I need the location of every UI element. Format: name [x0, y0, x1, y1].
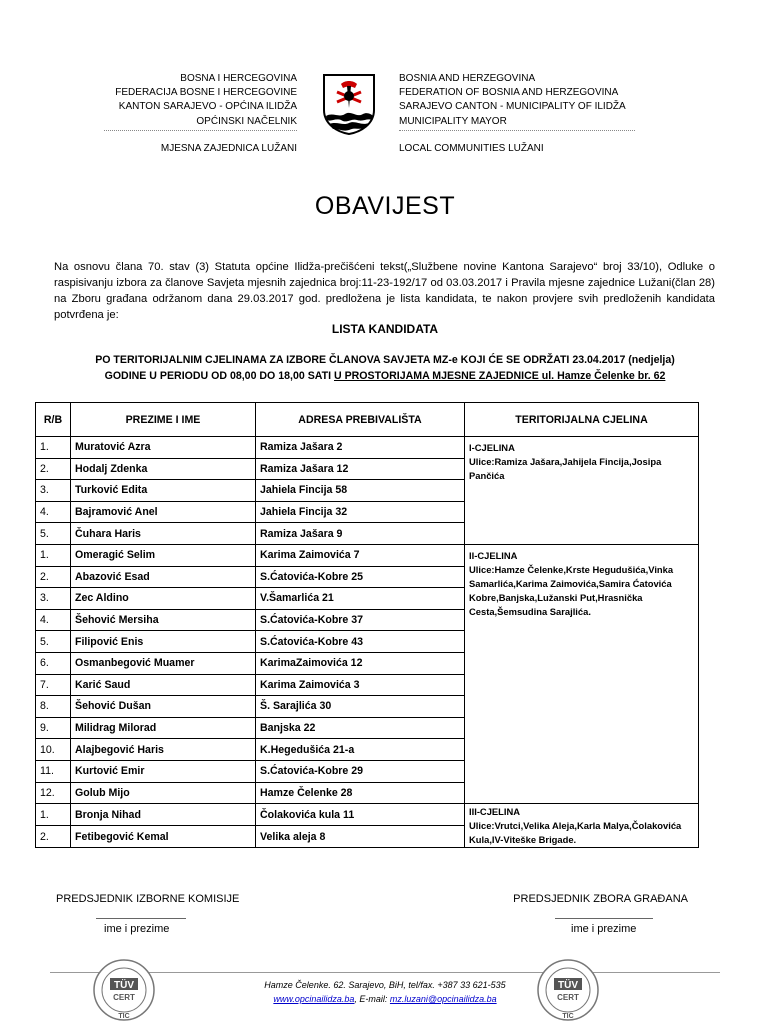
- row-number: 4.: [36, 609, 71, 631]
- territorial-unit-streets: Ulice:Ramiza Jašara,Jahijela Fincija,Josipa Pančića: [469, 456, 662, 481]
- candidate-name: Fetibegović Kemal: [71, 826, 256, 848]
- cert-label: CERT: [113, 993, 135, 1002]
- candidate-address: S.Ćatovića-Kobre 29: [256, 760, 465, 782]
- candidate-name: Šehović Dušan: [71, 696, 256, 718]
- row-number: 3.: [36, 480, 71, 502]
- row-number: 2.: [36, 826, 71, 848]
- candidate-address: Jahiela Fincija 32: [256, 501, 465, 523]
- header-right-line: SARAJEVO CANTON - MUNICIPALITY OF ILIDŽA: [399, 101, 626, 113]
- cert-small: TIC: [118, 1013, 130, 1020]
- subheading-line-1: PO TERITORIJALNIM CJELINAMA ZA IZBORE ČLANOVA SAVJETA MZ-e KOJI ĆE SE ODRŽATI 23.04.2017 (nedjelja): [95, 354, 675, 366]
- table-row: [36, 544, 699, 566]
- tuv-cert-logo-icon: [536, 958, 600, 1022]
- row-number: 2.: [36, 566, 71, 588]
- header-left-line: KANTON SARAJEVO - OPĆINA ILIDŽA: [118, 101, 297, 113]
- table-row: [36, 804, 699, 826]
- cert-label: CERT: [557, 993, 579, 1002]
- candidate-name: Zec Aldino: [71, 588, 256, 610]
- candidate-address: Karima Zaimovića 7: [256, 544, 465, 566]
- cert-small: TIC: [562, 1013, 574, 1020]
- candidate-name: Šehović Mersiha: [71, 609, 256, 631]
- header-left-local: MJESNA ZAJEDNICA LUŽANI: [160, 142, 297, 154]
- header-right-line: BOSNIA AND HERZEGOVINA: [399, 73, 536, 84]
- header-left: [60, 72, 297, 156]
- election-subheading: [40, 352, 730, 384]
- row-number: 2.: [36, 458, 71, 480]
- header-right-local: LOCAL COMMUNITIES LUŽANI: [399, 142, 544, 154]
- territorial-unit-title: III-CJELINA: [469, 806, 521, 818]
- territorial-unit-cell: [465, 804, 699, 848]
- subheading-line-2: [40, 368, 730, 384]
- candidate-address: Čolakovića kula 11: [256, 804, 465, 826]
- candidate-name: Hodalj Zdenka: [71, 458, 256, 480]
- signature-right-sub: ime i prezime: [571, 923, 637, 935]
- divider: [399, 130, 635, 131]
- candidate-address: S.Ćatovića-Kobre 37: [256, 609, 465, 631]
- column-header-rb: R/B: [36, 403, 71, 437]
- row-number: 6.: [36, 652, 71, 674]
- column-header-territory: TERITORIJALNA CJELINA: [465, 403, 699, 437]
- territorial-unit-cell: [465, 544, 699, 803]
- cert-brand: TÜV: [558, 980, 578, 991]
- candidate-address: Velika aleja 8: [256, 826, 465, 848]
- row-number: 1.: [36, 437, 71, 459]
- header-right-line: FEDERATION OF BOSNIA AND HERZEGOVINA: [399, 87, 619, 99]
- row-number: 5.: [36, 523, 71, 545]
- candidate-address: V.Šamarlića 21: [256, 588, 465, 610]
- row-number: 9.: [36, 717, 71, 739]
- table-body: [36, 437, 699, 848]
- row-number: 7.: [36, 674, 71, 696]
- candidate-name: Milidrag Milorad: [71, 717, 256, 739]
- candidate-name: Golub Mijo: [71, 782, 256, 804]
- candidate-name: Muratović Azra: [71, 437, 256, 459]
- column-header-address: ADRESA PREBIVALIŠTA: [256, 403, 465, 437]
- candidate-address: S.Ćatovića-Kobre 43: [256, 631, 465, 653]
- candidate-address: Banjska 22: [256, 717, 465, 739]
- candidate-address: S.Ćatovića-Kobre 25: [256, 566, 465, 588]
- page-title: OBAVIJEST: [314, 192, 456, 220]
- subheading-location: U PROSTORIJAMA MJESNE ZAJEDNICE ul. Hamze Čelenke br. 62: [333, 370, 666, 382]
- signature-left-title: PREDSJEDNIK IZBORNE KOMISIJE: [56, 893, 240, 905]
- footer-address: Hamze Čelenke. 62. Sarajevo, BiH, tel/fax. +387 33 621-535: [264, 980, 506, 990]
- column-header-name: PREZIME I IME: [71, 403, 256, 437]
- candidate-name: Abazović Esad: [71, 566, 256, 588]
- header-left-line: FEDERACIJA BOSNE I HERCEGOVINE: [115, 87, 297, 99]
- candidate-name: Turković Edita: [71, 480, 256, 502]
- list-title: LISTA KANDIDATA: [331, 322, 439, 336]
- footer-email-label: , E-mail:: [354, 994, 390, 1004]
- row-number: 1.: [36, 804, 71, 826]
- candidate-name: Bajramović Anel: [71, 501, 256, 523]
- table-header-row: [36, 403, 699, 437]
- row-number: 4.: [36, 501, 71, 523]
- divider: [104, 130, 297, 131]
- intro-paragraph: Na osnovu člana 70. stav (3) Statuta općine Ilidža-prečišćeni tekst(„Službene novine Kantona Sarajevo“ broj 33/10), Odluke o raspisivanju izbora za članove Savjeta mjesnih zajednica broj:11-23-192/17 od 03.03.2017 i Pravila mjesne zajednice Lužani(član 28) na Zboru građana održanom dana 29.03.2017 god. predložena je lista kandidata, te nakon provjere svih predloženih kandidata potvrđena je:: [54, 261, 715, 321]
- footer-contact: [200, 978, 570, 1006]
- tuv-cert-logo-icon: [92, 958, 156, 1022]
- candidate-address: Ramiza Jašara 2: [256, 437, 465, 459]
- signature-line: [96, 918, 186, 919]
- candidate-address: Ramiza Jašara 12: [256, 458, 465, 480]
- candidate-name: Kurtović Emir: [71, 760, 256, 782]
- subheading-line-2-a: GODINE U PERIODU OD 08,00 DO 18,00 SATI: [104, 370, 334, 382]
- candidate-name: Filipović Enis: [71, 631, 256, 653]
- row-number: 10.: [36, 739, 71, 761]
- candidate-name: Karić Saud: [71, 674, 256, 696]
- footer-links: [200, 992, 570, 1006]
- candidate-address: K.Hegedušića 21-a: [256, 739, 465, 761]
- candidate-address: Jahiela Fincija 58: [256, 480, 465, 502]
- row-number: 1.: [36, 544, 71, 566]
- territorial-unit-cell: [465, 437, 699, 545]
- row-number: 5.: [36, 631, 71, 653]
- header-left-line: BOSNA I HERCEGOVINA: [180, 73, 297, 84]
- header-right: [399, 72, 659, 156]
- candidate-name: Bronja Nihad: [71, 804, 256, 826]
- territorial-unit-title: I-CJELINA: [469, 442, 515, 453]
- municipality-crest-icon: [321, 72, 377, 136]
- territorial-unit-streets: Ulice:Vrutci,Velika Aleja,Karla Malya,Čolakovića Kula,IV-Viteške Brigade.: [469, 820, 682, 846]
- row-number: 8.: [36, 696, 71, 718]
- footer-web-link[interactable]: www.opcinailidza.ba: [273, 994, 355, 1004]
- signature-line: [555, 918, 653, 919]
- territorial-unit-title: II-CJELINA: [469, 549, 518, 561]
- candidate-name: Omeragić Selim: [71, 544, 256, 566]
- candidates-table: [35, 402, 699, 848]
- candidate-address: Ramiza Jašara 9: [256, 523, 465, 545]
- row-number: 3.: [36, 588, 71, 610]
- candidate-address: Š. Sarajlića 30: [256, 696, 465, 718]
- candidate-address: Karima Zaimovića 3: [256, 674, 465, 696]
- territorial-unit-streets: Ulice:Hamze Čelenke,Krste Hegudušića,Vinka Samarlića,Karima Zaimovića,Samira Ćatovića Kobre,Banjska,Lužanski Put,Hrasnička Cesta,Šemsudina Sarajlića.: [469, 563, 674, 617]
- signature-right-title: PREDSJEDNIK ZBORA GRAĐANA: [513, 893, 688, 905]
- cert-brand: TÜV: [114, 980, 134, 991]
- candidate-name: Alajbegović Haris: [71, 739, 256, 761]
- table-row: [36, 437, 699, 459]
- candidate-address: KarimaZaimovića 12: [256, 652, 465, 674]
- header-left-line: OPĆINSKI NAČELNIK: [196, 115, 297, 127]
- row-number: 11.: [36, 760, 71, 782]
- candidate-name: Osmanbegović Muamer: [71, 652, 256, 674]
- row-number: 12.: [36, 782, 71, 804]
- signature-left-sub: ime i prezime: [104, 923, 170, 935]
- candidate-address: Hamze Čelenke 28: [256, 782, 465, 804]
- footer-email-link[interactable]: mz.luzani@opcinailidza.ba: [389, 994, 497, 1004]
- header-right-line: MUNICIPALITY MAYOR: [399, 115, 507, 127]
- candidate-name: Čuhara Haris: [71, 523, 256, 545]
